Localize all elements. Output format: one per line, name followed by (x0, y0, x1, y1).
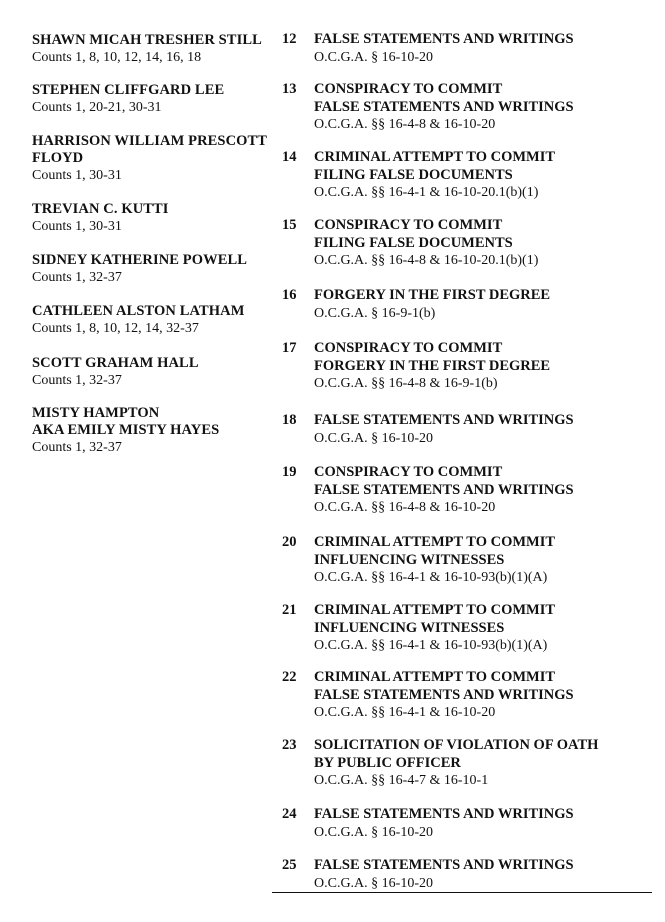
count-title: CRIMINAL ATTEMPT TO COMMIT (314, 534, 556, 550)
count-number: 23 (282, 737, 297, 753)
count-title: BY PUBLIC OFFICER (314, 754, 461, 771)
defendant-name: FLOYD (32, 150, 84, 166)
count-title: CRIMINAL ATTEMPT TO COMMIT (314, 602, 556, 618)
count-number: 24 (282, 806, 297, 822)
count-title: CRIMINAL ATTEMPT TO COMMIT (314, 149, 556, 165)
count-title: FORGERY IN THE FIRST DEGREE (314, 357, 551, 374)
count-title: FILING FALSE DOCUMENTS (314, 166, 513, 183)
defendant-entry (32, 32, 282, 66)
defendant-counts: Counts 1, 8, 10, 12, 14, 32-37 (32, 321, 199, 336)
count-statute: O.C.G.A. §§ 16-4-1 & 16-10-93(b)(1)(A) (314, 638, 548, 653)
count-title: FILING FALSE DOCUMENTS (314, 234, 513, 251)
count-statute: O.C.G.A. §§ 16-4-8 & 16-10-20 (314, 117, 496, 132)
count-statute: O.C.G.A. § 16-10-20 (314, 824, 433, 840)
defendant-name: SHAWN MICAH TRESHER STILL (32, 32, 262, 48)
count-number: 25 (282, 857, 297, 873)
defendant-counts: Counts 1, 32-37 (32, 440, 122, 455)
defendant-counts: Counts 1, 32-37 (32, 373, 122, 388)
count-entry (282, 806, 652, 841)
count-number: 18 (282, 412, 297, 428)
defendant-entry (32, 133, 282, 184)
defendant-entry (32, 82, 282, 116)
count-statute: O.C.G.A. § 16-10-20 (314, 875, 433, 891)
count-entry (282, 31, 652, 66)
count-entry (282, 857, 652, 892)
defendant-name: SCOTT GRAHAM HALL (32, 355, 199, 371)
defendant-counts: Counts 1, 30-31 (32, 168, 122, 183)
count-entry (282, 737, 652, 790)
count-number: 17 (282, 340, 297, 356)
count-entry (282, 534, 652, 587)
defendant-entry (32, 405, 282, 456)
count-statute: O.C.G.A. §§ 16-4-1 & 16-10-20.1(b)(1) (314, 185, 539, 200)
count-title: FORGERY IN THE FIRST DEGREE (314, 287, 551, 303)
count-number: 13 (282, 81, 297, 97)
defendant-entry (32, 252, 282, 286)
count-title: SOLICITATION OF VIOLATION OF OATH (314, 737, 599, 753)
count-title: INFLUENCING WITNESSES (314, 619, 505, 636)
count-title: CONSPIRACY TO COMMIT (314, 464, 503, 480)
defendant-counts: Counts 1, 32-37 (32, 270, 122, 285)
count-title: FALSE STATEMENTS AND WRITINGS (314, 31, 574, 47)
defendant-name: STEPHEN CLIFFGARD LEE (32, 82, 225, 98)
count-statute: O.C.G.A. §§ 16-4-8 & 16-10-20 (314, 500, 496, 515)
count-entry (282, 412, 652, 447)
count-number: 16 (282, 287, 297, 303)
count-statute: O.C.G.A. §§ 16-4-1 & 16-10-20 (314, 705, 496, 720)
count-title: FALSE STATEMENTS AND WRITINGS (314, 412, 574, 428)
defendant-counts: Counts 1, 30-31 (32, 219, 122, 234)
count-entry (282, 217, 652, 270)
count-entry (282, 464, 652, 517)
count-title: CRIMINAL ATTEMPT TO COMMIT (314, 669, 556, 685)
defendant-counts: Counts 1, 8, 10, 12, 14, 16, 18 (32, 50, 202, 65)
count-entry (282, 287, 652, 322)
count-statute: O.C.G.A. §§ 16-4-1 & 16-10-93(b)(1)(A) (314, 570, 548, 585)
defendant-name: CATHLEEN ALSTON LATHAM (32, 303, 245, 319)
count-number: 19 (282, 464, 297, 480)
count-number: 21 (282, 602, 297, 618)
count-title: FALSE STATEMENTS AND WRITINGS (314, 806, 574, 822)
count-title: INFLUENCING WITNESSES (314, 551, 505, 568)
count-entry (282, 81, 652, 134)
count-statute: O.C.G.A. § 16-9-1(b) (314, 305, 436, 321)
defendant-name: AKA EMILY MISTY HAYES (32, 422, 220, 438)
defendant-name: TREVIAN C. KUTTI (32, 201, 169, 217)
defendant-entry (32, 201, 282, 235)
count-number: 12 (282, 31, 297, 47)
count-statute: O.C.G.A. § 16-10-20 (314, 49, 433, 65)
count-entry (282, 602, 652, 655)
count-title: FALSE STATEMENTS AND WRITINGS (314, 98, 574, 115)
count-statute: O.C.G.A. §§ 16-4-8 & 16-10-20.1(b)(1) (314, 253, 539, 268)
count-statute: O.C.G.A. §§ 16-4-7 & 16-10-1 (314, 773, 489, 788)
defendant-name: SIDNEY KATHERINE POWELL (32, 252, 248, 268)
defendant-entry (32, 355, 282, 389)
count-title: FALSE STATEMENTS AND WRITINGS (314, 481, 574, 498)
count-number: 22 (282, 669, 297, 685)
count-title: CONSPIRACY TO COMMIT (314, 340, 503, 356)
count-entry (282, 340, 652, 393)
count-title: FALSE STATEMENTS AND WRITINGS (314, 686, 574, 703)
count-number: 20 (282, 534, 297, 550)
count-title: FALSE STATEMENTS AND WRITINGS (314, 857, 574, 873)
count-title: CONSPIRACY TO COMMIT (314, 81, 503, 97)
defendant-counts: Counts 1, 20-21, 30-31 (32, 100, 162, 115)
count-entry (282, 669, 652, 722)
count-entry (282, 149, 652, 202)
bottom-divider (272, 892, 652, 893)
count-statute: O.C.G.A. §§ 16-4-8 & 16-9-1(b) (314, 376, 498, 391)
defendant-name: HARRISON WILLIAM PRESCOTT (32, 133, 268, 149)
count-title: CONSPIRACY TO COMMIT (314, 217, 503, 233)
count-number: 15 (282, 217, 297, 233)
defendant-entry (32, 303, 282, 337)
count-number: 14 (282, 149, 297, 165)
defendant-name: MISTY HAMPTON (32, 405, 160, 421)
count-statute: O.C.G.A. § 16-10-20 (314, 430, 433, 446)
